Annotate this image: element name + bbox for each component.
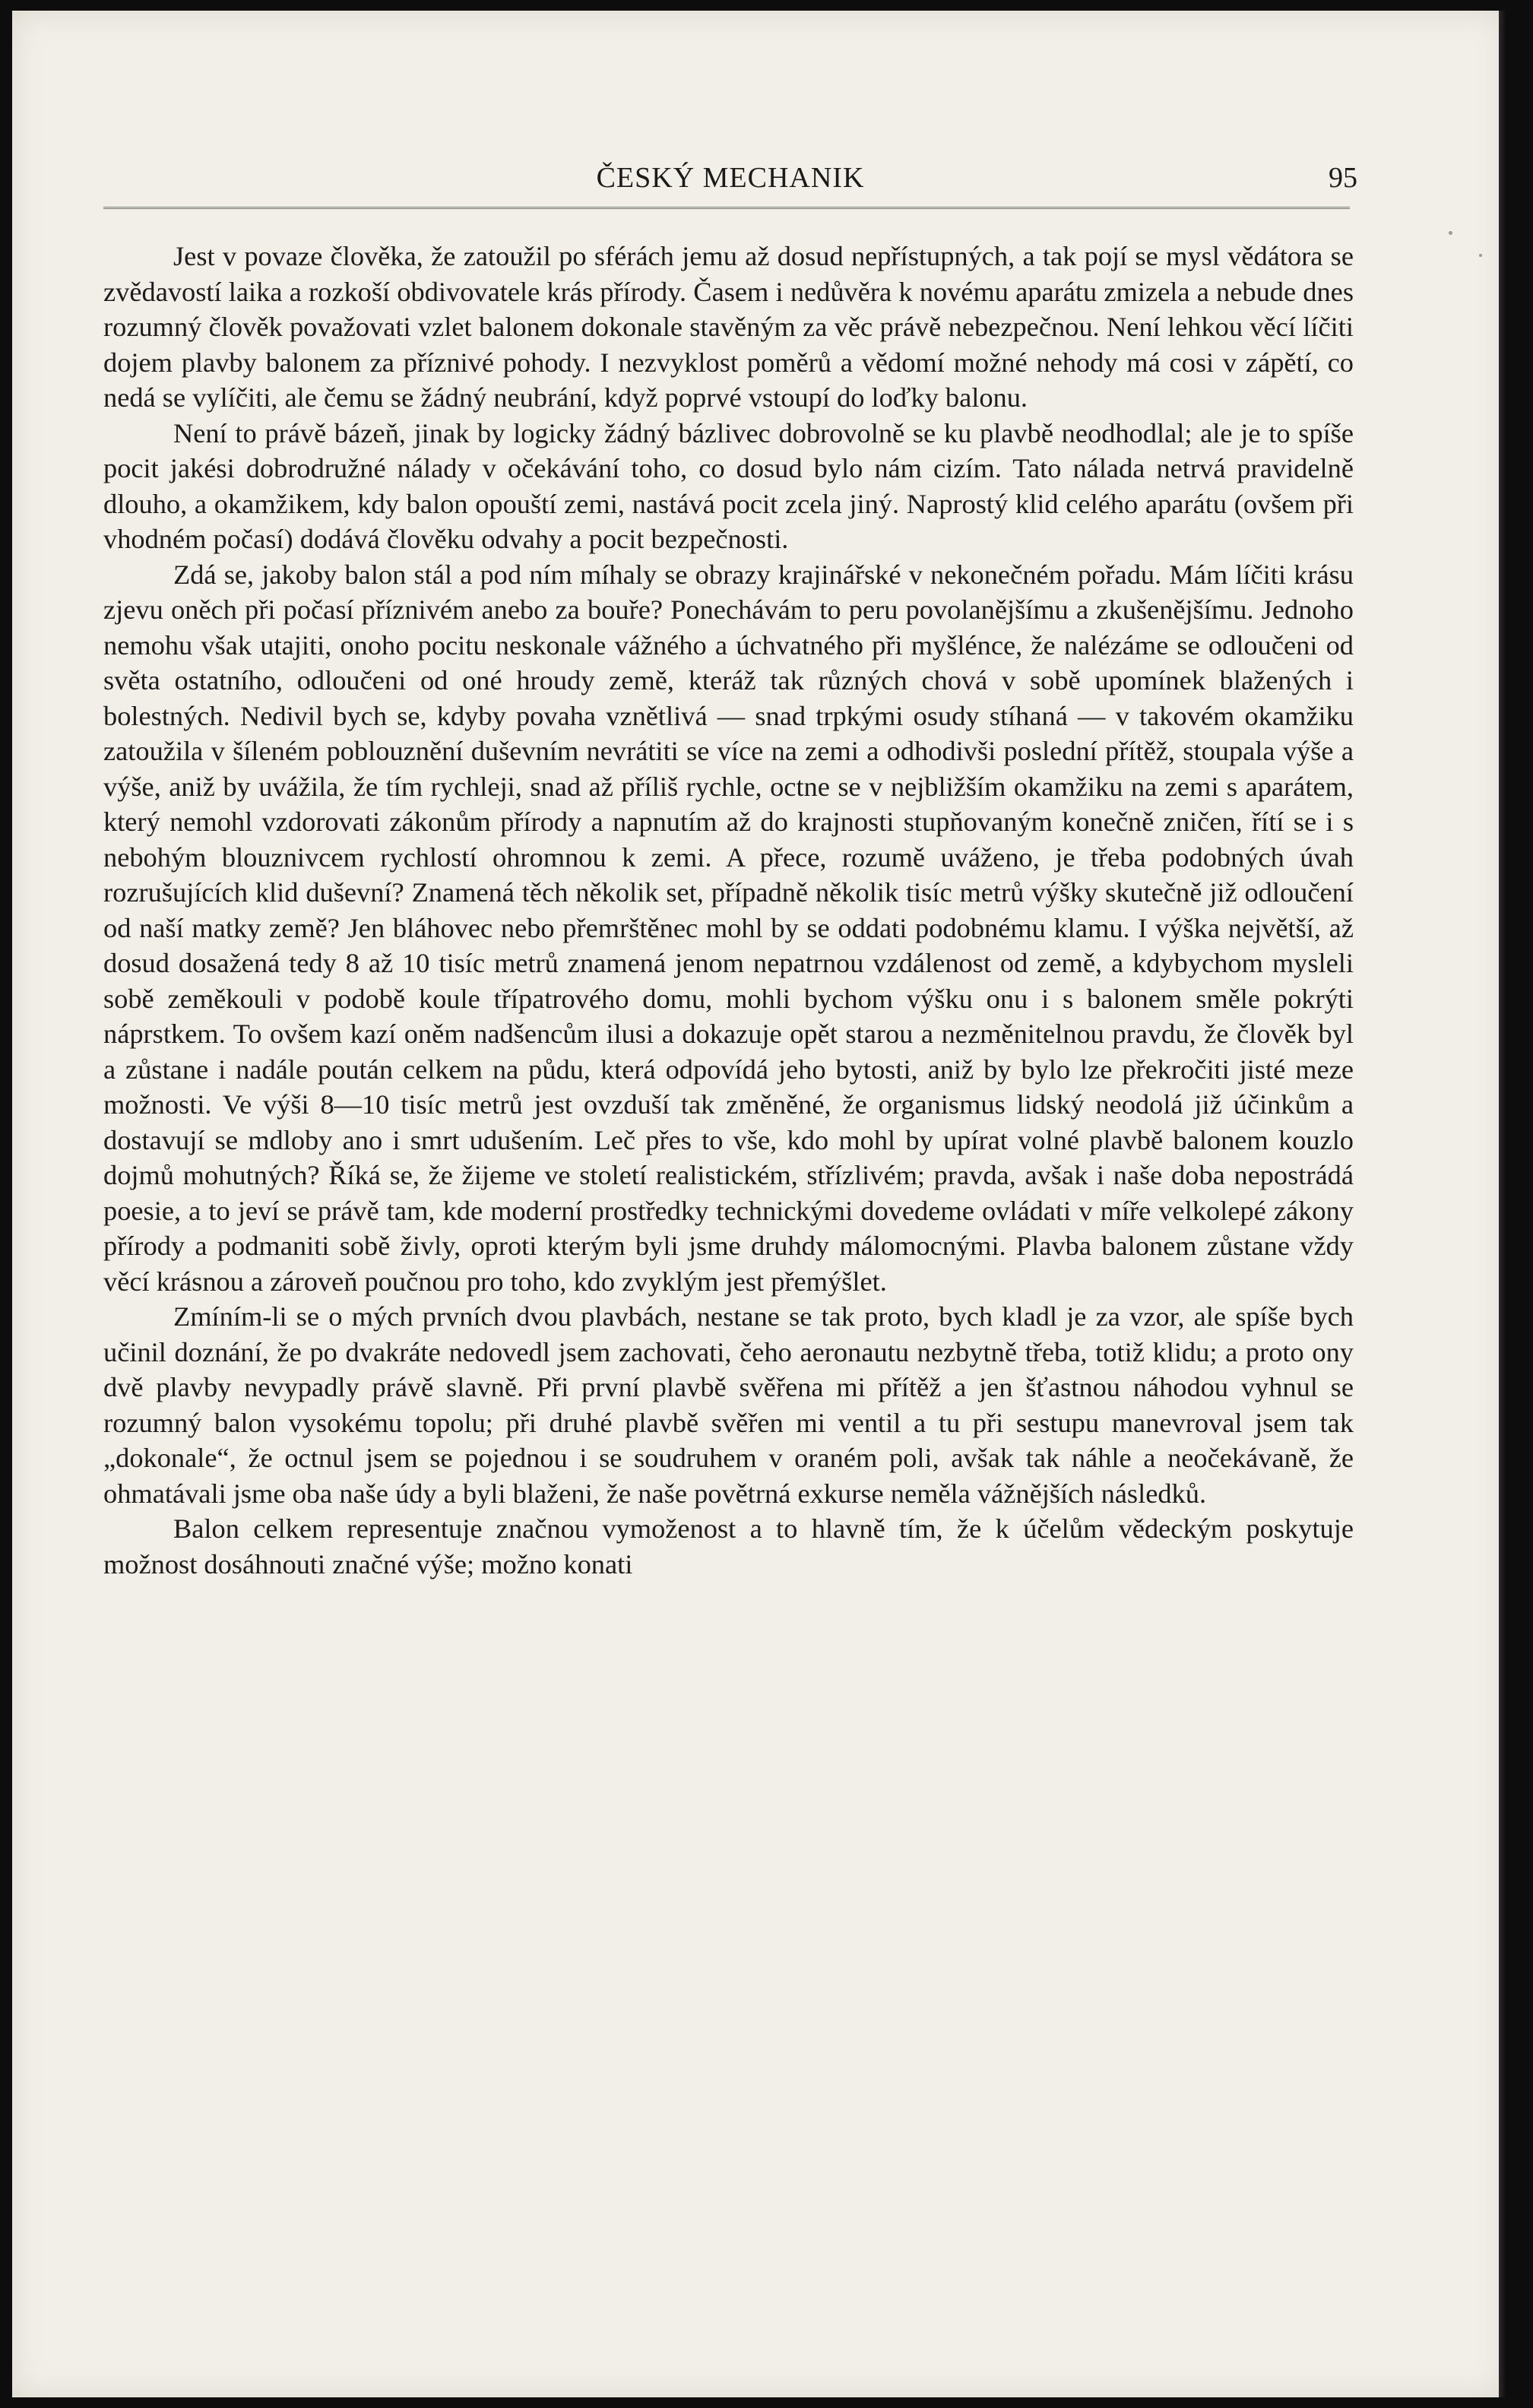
body-text <box>103 239 1354 1582</box>
book-page <box>12 11 1506 2397</box>
paragraph: Balon celkem representuje značnou vymoženost a to hlavně tím, že k účelům vědeckým poskytuje možnost dosáhnouti značné výše; možno konati <box>103 1513 1354 1579</box>
paragraph: Není to právě bázeň, jinak by logicky žádný bázlivec dobrovolně se ku plavbě neodhodlal; ale je to spíše pocit jakési dobrodružné nálady v očekávání toho, co dosud bylo nám cizím. Tato nálada netrvá pravidelně dlouho, a okamžikem, kdy balon opouští zemi, nastává pocit zcela jiný. Naprostý klid celého aparátu (ovšem při vhodném počasí) dodává člověku odvahy a pocit bezpečnosti. <box>103 417 1354 554</box>
page-number: 95 <box>1329 162 1357 194</box>
paragraph: Jest v povaze člověka, že zatoužil po sférách jemu až dosud nepřístupných, a tak pojí se mysl vědátora se zvědavostí laika a rozkoší obdivovatele krás přírody. Časem i nedůvěra k novému aparátu zmizela a nebude dnes rozumný člověk považovati vzlet balonem dokonale stavěným za věc právě nebezpečnou. Není lehkou věcí líčiti dojem plavby balonem za příznivé pohody. I nezvyklost poměrů a vědomí možné nehody má cosi v zápětí, co nedá se vylíčiti, ale čemu se žádný neubrání, když poprvé vstoupí do loďky balonu. <box>103 241 1354 413</box>
running-head <box>103 163 1357 193</box>
paragraph: Zmíním-li se o mých prvních dvou plavbách, nestane se tak proto, bych kladl je za vzor, ale spíše bych učinil doznání, že po dvakráte nedovedl jsem zachovati, čeho aeronautu nezbytně třeba, totiž klidu; a proto ony dvě plavby nevypadly právě slavně. Při první plavbě svěřena mi přítěž a jen šťastnou náhodou vyhnul se rozumný balon vysokému topolu; při druhé plavbě svěřen mi ventil a tu při sestupu manevroval jsem tak „dokonale“, že octnul jsem se pojednou i se soudruhem v oraném poli, avšak tak náhle a neočekávaně, že ohmatávali jsme oba naše údy a byli blaženi, že naše povětrná exkurse neměla vážnějších následků. <box>103 1301 1354 1509</box>
paper-speck <box>1449 231 1452 235</box>
header-rule <box>103 207 1350 211</box>
paper-speck <box>1479 254 1482 257</box>
running-title: ČESKÝ MECHANIK <box>596 162 865 194</box>
page-edge-shadow <box>1499 11 1506 2397</box>
paragraph: Zdá se, jakoby balon stál a pod ním míhaly se obrazy krajinářské v nekonečném pořadu. Mám líčiti krásu zjevu oněch při počasí příznivém anebo za bouře? Ponechávám to peru povolanějšímu a zkušenějšímu. Jednoho nemohu však utajiti, onoho pocitu neskonale vážného a úchvatného při myšlénce, že nalézáme se odloučeni od světa ostatního, odloučeni od oné hroudy země, kteráž tak různých chová v sobě upomínek blažených i bolestných. Nedivil bych se, kdyby povaha vznětlivá — snad trpkými osudy stíhaná — v takovém okamžiku zatoužila v šíleném poblouznění duševním nevrátiti se více na zemi a odhodivši poslední přítěž, stoupala výše a výše, aniž by uvážila, že tím rychleji, snad až příliš rychle, octne se v nejbližším okamžiku na zemi s aparátem, který nemohl vzdorovati zákonům přírody a napnutím až do krajnosti stupňovaným konečně zničen, řítí se i s nebohým blouznivcem rychlostí ohromnou k zemi. A přece, rozumě uváženo, je třeba podobných úvah rozrušujících klid duševní? Znamená těch několik set, případně několik tisíc metrů výšky skutečně již odloučení od naší matky země? Jen bláhovec nebo přemrštěnec mohl by se oddati podobnému klamu. I výška největší, až dosud dosažená tedy 8 až 10 tisíc metrů znamená jenom nepatrnou vzdálenost od země, a kdybychom mysleli sobě zeměkouli v podobě koule třípatrového domu, mohli bychom výšku onu i s balonem směle pokrýti náprstkem. To ovšem kazí oněm nadšencům ilusi a dokazuje opět starou a nezměnitelnou pravdu, že člověk byl a zůstane i nadále poután celkem na půdu, která odpovídá jeho bytosti, aniž by bylo lze překročiti jisté meze možnosti. Ve výši 8—10 tisíc metrů jest ovzduší tak změněné, že organismus lidský neodolá již účinkům a dostavují se mdloby ano i smrt udušením. Leč přes to vše, kdo mohl by upírat volné plavbě balonem kouzlo dojmů mohutných? Říká se, že žijeme ve století realistickém, střízlivém; pravda, avšak i naše doba nepostrádá poesie, a to jeví se právě tam, kde moderní prostředky technickými dovedeme ovládati v míře velkolepé zákony přírody a podmaniti sobě živly, oproti kterým byli jsme druhdy málomocnými. Plavba balonem zůstane vždy věcí krásnou a zároveň poučnou pro toho, kdo zvyklým jest přemýšlet. <box>103 559 1354 1297</box>
